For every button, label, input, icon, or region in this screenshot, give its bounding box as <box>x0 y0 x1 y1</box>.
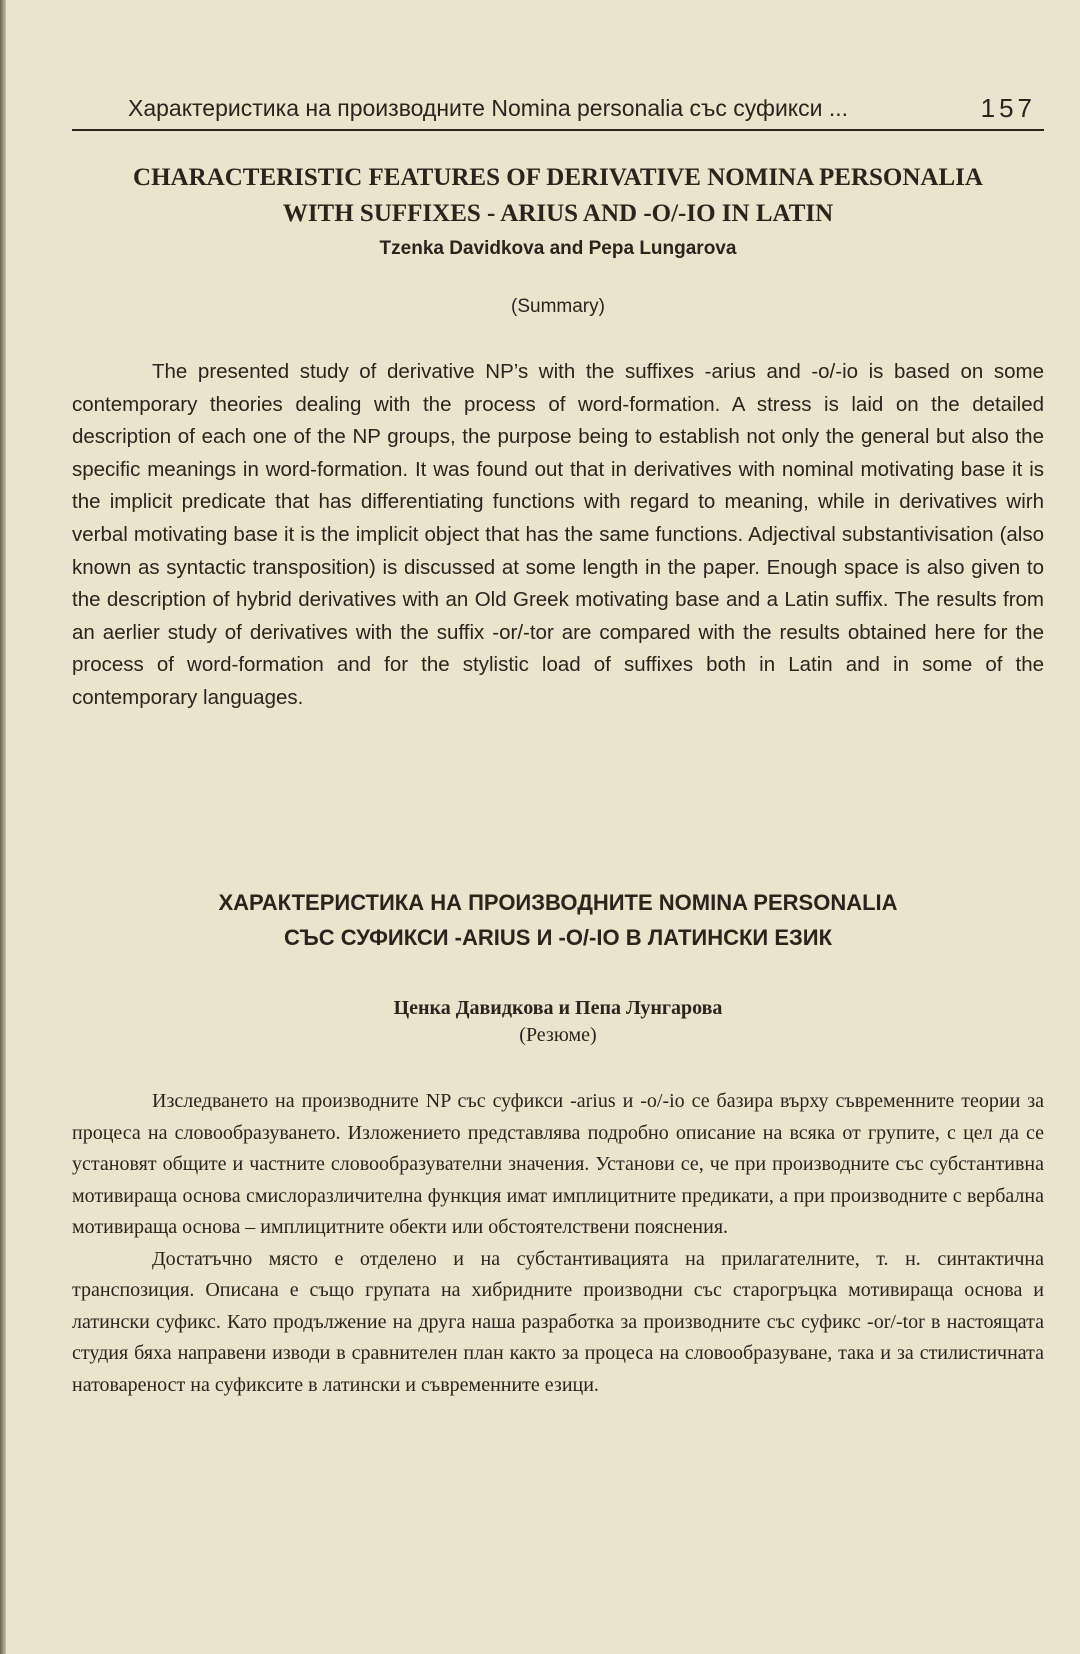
bulgarian-title <box>72 885 1044 955</box>
page-number: 157 <box>980 93 1036 123</box>
english-authors: Tzenka Davidkova and Pepa Lungarova <box>379 238 737 259</box>
running-head <box>72 93 1044 131</box>
binding-edge <box>0 0 6 1654</box>
bulgarian-summary-header <box>72 885 1044 1047</box>
bulgarian-summary-text <box>72 1086 1044 1401</box>
english-title <box>72 160 1044 232</box>
bulgarian-summary-label: (Резюме) <box>519 1024 597 1046</box>
bulgarian-authors: Ценка Давидкова и Пепа Лунгарова <box>393 997 723 1019</box>
bulgarian-paragraph-1: Изследването на производните NP със суфикси -arius и -o/-io се базира върху съвременните теории за процеса на словообразуването. Изложението представлява подробно описание на всяка от групите, с цел да се установят общите и частните словообразувателни значения. Установи се, че при производните със субстантивна мотивираща основа смислоразличителна функция имат имплицитните предикати, а при производните с вербална мотивираща основа – имплицитните обекти или обстоятелствени пояснения. <box>72 1090 1044 1238</box>
bulgarian-title-line-1: ХАРАКТЕРИСТИКА НА ПРОИЗВОДНИТЕ NOMINA PERSONALIA <box>218 890 898 915</box>
english-summary-text: The presented study of derivative NP’s with the suffixes -arius and -o/-io is based on some contemporary theories dealing with the process of word-formation. A stress is laid on the detailed description of each one of the NP groups, the purpose being to establish not only the general but also the specific meanings in word-formation. It was found out that in derivatives with nominal motivating base it is the implicit predicate that has differentiating functions with regard to meaning, while in derivatives wirh verbal motivating base it is the implicit object that has the same functions. Adjectival substantivisation (also known as syntactic transposition) is discussed at some length in the paper. Enough space is also given to the description of hybrid derivatives with an Old Greek motivating base and a Latin suffix. The results from an aerlier study of derivatives with the suffix -or/-tor are compared with the results obtained here for the process of word-formation and for the stylistic load of suffixes both in Latin and in some of the contemporary languages. <box>72 360 1044 709</box>
page <box>72 0 1044 1654</box>
english-summary-header <box>72 160 1044 318</box>
english-title-line-2: WITH SUFFIXES - ARIUS AND -O/-IO IN LATIN <box>282 200 834 227</box>
running-head-title: Характеристика на производните Nomina personalia със суфикси ... <box>128 95 849 121</box>
english-summary-label: (Summary) <box>511 296 605 317</box>
bulgarian-title-line-2: СЪС СУФИКСИ -ARIUS И -O/-IO В ЛАТИНСКИ ЕЗИК <box>283 925 833 950</box>
english-title-line-1: CHARACTERISTIC FEATURES OF DERIVATIVE NOMINA PERSONALIA <box>133 164 983 191</box>
bulgarian-paragraph-2: Достатъчно място е отделено и на субстантивацията на прилагателните, т. н. синтактична транспозиция. Описана е също групата на хибридните производни със старогръцка мотивираща основа и латински суфикс. Като продължение на друга наша разработка за производните със суфикс -or/-tor в настоящата студия бяха направени изводи в сравнителен план както за процеса на словообразуване, така и за стилистичната натовареност на суфиксите в латински и съвременните езици. <box>72 1247 1044 1396</box>
